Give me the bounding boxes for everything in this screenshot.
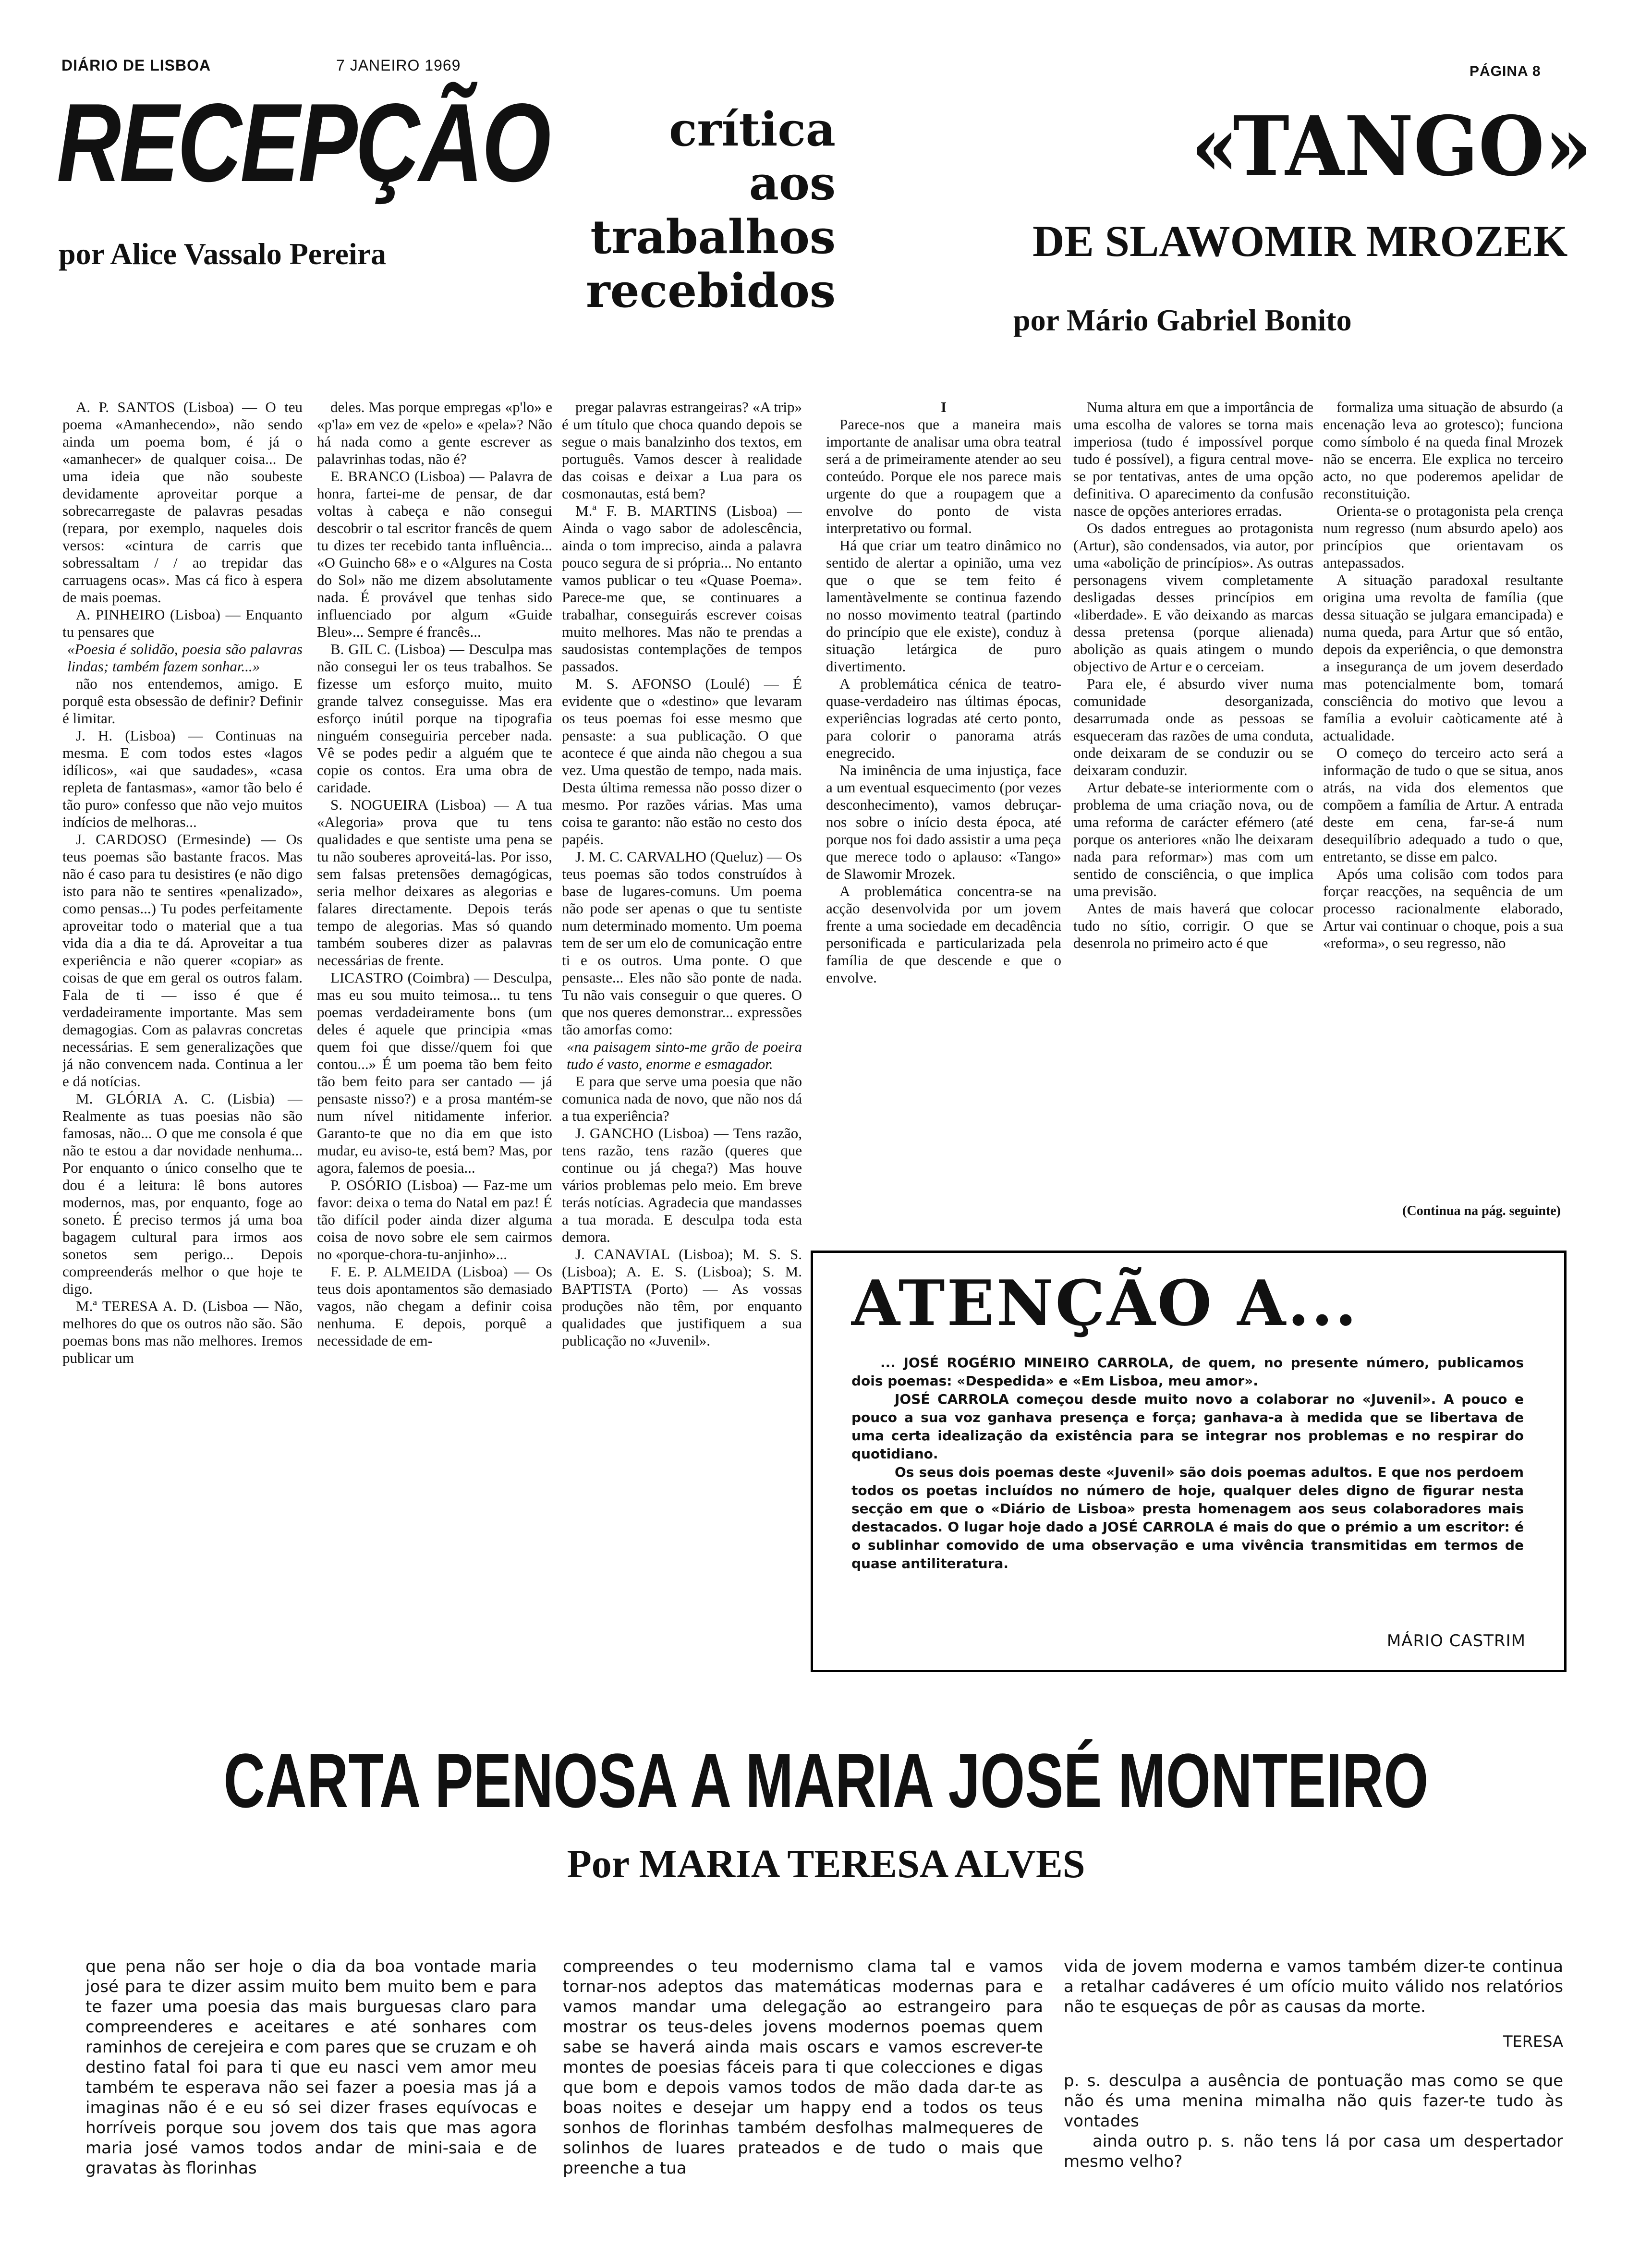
reception-entry: J. CANAVIAL (Lisboa); M. S. S. (Lisboa); A. E. S. (Lisboa); S. M. BAPTISTA (Porto) — As vossas produções não têm, por enquanto qualidades que justifiquem a sua publicação no «Juvenil». (562, 1246, 802, 1349)
atencao-paragraph: Os seus dois poemas deste «Juvenil» são dois poemas adultos. E que nos perdoem todos os poetas incluídos no número de hoje, qualquer deles digno de figurar nesta secção em que o «Diário de Lisboa» presta homenagem aos seus colaboradores mais destacados. O lugar hoje dado a JOSÉ CARROLA é mais do que o prémio a um escritor: é o sublinhar comovido de uma observação e uma vivência transmitidas em termos de quase antiliteratura. (851, 1464, 1524, 1571)
reception-title: RECEPÇÃO (57, 81, 550, 205)
reception-entry: J. M. C. CARVALHO (Queluz) — Os teus poemas são todos construídos à base de lugares-comuns. Um poema não pode ser apenas o que tu sentiste num determinado momento. Um poema tem de ser um elo de comunicação entre ti e os outros. Uma ponte. O que pensaste... Eles não são ponte de nada. Tu não vais conseguir o que queres. O que nos queres demonstrar... expressões tão amorfas como: (562, 848, 802, 1038)
carta-column-3 (1064, 1956, 1563, 2245)
tango-byline: por Mário Gabriel Bonito (1013, 303, 1352, 337)
tango-column-2 (1073, 399, 1313, 1263)
reception-entry: A. P. SANTOS (Lisboa) — O teu poema «Amanhecendo», não sendo ainda um poema bom, é já o «amanhecer» de qualquer coisa... De uma ideia que não soubeste devidamente aproveitar porque a sobrecarregaste de palavras pesadas (repara, por exemplo, naqueles dois versos: «cintura de carris que sobressaltam / / ao trepidar das carruagens ocas». Mas cá fico à espera de mais poemas. (62, 399, 303, 606)
continued-note: (Continua na pág. seguinte) (1402, 1203, 1561, 1218)
reception-entry: M. GLÓRIA A. C. (Lisbia) — Realmente as tuas poesias não são famosas, não... O que me consola é que não te estou a dar novidade nenhuma... Por enquanto o único conselho que te dou é a leitura: lê bons autores modernos, mas, por enquanto, foge ao soneto. É preciso termos já uma boa bagagem cultural para irmos aos sonetos sem perigo... Depois compreenderás melhor o que hoje te digo. (62, 1090, 303, 1297)
tango-section-number: I (940, 399, 947, 415)
reception-column-1 (62, 399, 303, 1666)
critica-line: aos (749, 156, 836, 210)
reception-column-2 (317, 399, 552, 1666)
reception-entry: pregar palavras estrangeiras? «A trip» é um título que choca quando depois se segue o mais banalzinho dos textos, em português. Vamos descer à realidade das coisas e deixar a Lua para os cosmonautas, está bem? (562, 399, 802, 502)
tango-paragraph: Artur debate-se interiormente com o problema de uma criação nova, ou de uma reforma de carácter efémero (até porque os anteriores «não lhe deixaram nada para reformar») mas com um sentido de consciência, o que implica uma previsão. (1073, 779, 1313, 899)
carta-text: vida de jovem moderna e vamos também dizer-te continua a retalhar cadáveres é um ofício muito válido nos relatórios não te esqueças de pôr as causas da morte. (1064, 1957, 1563, 2016)
tango-column-1 (826, 399, 1061, 1263)
issue-date: 7 JANEIRO 1969 (336, 57, 461, 74)
reception-entry: J. H. (Lisboa) — Continuas na mesma. E com todos estes «lagos idílicos», «ai que saudades», «casa repleta de fantasmas», «amor tão belo é tão puro» confesso que não vejo muitos indícios de melhoras... (62, 727, 303, 830)
tango-subtitle: DE SLAWOMIR MROZEK (1032, 217, 1568, 266)
page-number: PÁGINA 8 (1470, 63, 1541, 79)
tango-paragraph: Numa altura em que a importância de uma escolha de valores se torna mais imperiosa (tudo é impossível porque tudo é possível), a figura central move-se por tentativas, antes de uma opção definitiva. O aparecimento da confusão nasce de opções anteriores erradas. (1073, 399, 1313, 519)
tango-paragraph: A situação paradoxal resultante origina uma revolta de família (que dessa situação se julgara emancipada) e numa queda, para Artur que só então, depois da experiência, o que demonstra a insegurança de um jovem deserdado mas potencialmente bom, tomará consciência do motivo que levou a família a evoluir caòticamente até à actualidade. (1323, 571, 1563, 744)
reception-entry: J. CARDOSO (Ermesinde) — Os teus poemas são bastante fracos. Mas não é caso para tu desistires (e não digo isto para não te sentires «penalizado», como pensas...) Tu podes perfeitamente aproveitar todo o material que a tua vida dia a dia te dá. Aproveitar a tua experiência e não querer «copiar» as coisas de que em geral os outros falam. Fala de ti — isso é que é verdadeiramente importante. Mas sem demagogias. Com as palavras concretas necessárias. E sem generalizações que já não convencem nada. Continua a ler e dá notícias. (62, 831, 303, 1090)
tango-paragraph: Na iminência de uma injustiça, face a um eventual esquecimento (por vezes desconhecimento), vamos debruçar-nos sobre o início desta época, até porque nos foi dado assistir a uma peça que merece todo o aplauso: «Tango» de Slawomir Mrozek. (826, 762, 1061, 882)
reception-byline: por Alice Vassalo Pereira (59, 237, 387, 271)
tango-paragraph: O começo do terceiro acto será a informação de tudo o que se situa, anos atrás, na vida dos elementos que compõem a família de Artur. A entrada deste em cena, far-se-á num desequilíbrio adequado a tudo o que, entretanto, se disse em palco. (1323, 744, 1563, 865)
reception-entry: B. GIL C. (Lisboa) — Desculpa mas não consegui ler os teus trabalhos. Se fizesse um esforço muito, muito grande talvez conseguisse. Mas era esforço inútil porque na tipografia ninguém conseguiria perceber nada. Vê se podes pedir a alguém que te copie os contos. Era uma obra de caridade. (317, 641, 552, 796)
newspaper-name: DIÁRIO DE LISBOA (61, 57, 211, 74)
critica-line: trabalhos (590, 210, 836, 264)
reception-entry: deles. Mas porque empregas «p'lo» e «p'la» em vez de «pelo» e «pela»? Não há nada como a gente escrever as palavrinhas todas, não é? (317, 399, 552, 467)
tango-paragraph: A problemática cénica de teatro-quase-verdadeiro nas últimas épocas, experiências logradas até certo ponto, para colorir o panorama atrás enegrecido. (826, 675, 1061, 761)
tango-paragraph: Os dados entregues ao protagonista (Artur), são condensados, via autor, por uma «abolição de princípios». As outras personagens vivem completamente desligadas desses princípios em «liberdade». E vão deixando as marcas dessa pretensa (porque alienada) abolição as quais atingem o mundo objectivo de Artur e o cerceiam. (1073, 520, 1313, 675)
carta-postscript: ainda outro p. s. não tens lá por casa um despertador mesmo velho? (1064, 2132, 1563, 2171)
reception-column-3 (562, 399, 802, 1666)
reception-entry: LICASTRO (Coimbra) — Desculpa, mas eu sou muito teimosa... tu tens poemas verdadeiramente bons (um deles é aquele que principia «mas quem foi que disse//quem foi que contou...» É um poema tão bem feito tão bem feito para ser cantado — já pensaste nisso?) e a prosa mantém-se num nível nitidamente inferior. Garanto-te que no dia em que isto mudar, eu aviso-te, está bem? Mas, por agora, falemos de poesia... (317, 969, 552, 1176)
atencao-paragraph: ... JOSÉ ROGÉRIO MINEIRO CARROLA, de quem, no presente número, publicamos dois poemas: «Despedida» e «Em Lisboa, meu amor». (851, 1355, 1524, 1389)
atencao-box (811, 1251, 1567, 1672)
reception-entry: M.ª F. B. MARTINS (Lisboa) — Ainda o vago sabor de adolescência, ainda o tom impreciso, ainda a palavra pouco segura de si própria... No entanto vamos publicar o teu «Quase Poema». Parece-me que, se continuares a trabalhar, conseguirás escrever coisas muito melhores. Mas não te prendas a saudosistas contemplações de tempos passados. (562, 502, 802, 675)
carta-byline: Por MARIA TERESA ALVES (567, 1842, 1085, 1886)
atencao-signature: MÁRIO CASTRIM (1386, 1631, 1526, 1651)
reception-entry: A. PINHEIRO (Lisboa) — Enquanto tu pensares que (62, 606, 303, 640)
carta-text: compreendes o teu modernismo clama tal e vamos tornar-nos adeptos das matemáticas modernas para e vamos mandar uma delegação ao estrangeiro para mostrar os teus-deles jovens modernos poemas quem sabe se haverá ainda mais oscars e vamos escrever-te montes de poesias fáceis para ti que colecciones e digas que bom e depois vamos todos de mão dada dar-te as boas noites e desejar um happy end a todos os teus sonhos de florinhas também desfolhas malmequeres de solinhos de luares prateados e de tudo o mais que preenche a tua (563, 1957, 1043, 2178)
reception-entry: E. BRANCO (Lisboa) — Palavra de honra, fartei-me de pensar, de dar voltas à cabeça e não consegui descobrir o tal escritor francês de quem tu dizes ter recebido tanta influência... «O Guincho 68» e o «Algures na Costa do Sol» não me dizem absolutamente nada. É provável que tenhas sido influenciado por algum «Guide Bleu»... Sempre é francês... (317, 468, 552, 640)
tango-column-3 (1323, 399, 1563, 1225)
tango-paragraph: Parece-nos que a maneira mais importante de analisar uma obra teatral será a de primeiramente atender ao seu conteúdo. Porque ele nos parece mais urgente do que a roupagem que a envolve do ponto de vista interpretativo ou formal. (826, 416, 1061, 536)
tango-title: «TANGO» (1191, 98, 1592, 194)
reception-entry: S. NOGUEIRA (Lisboa) — A tua «Alegoria» prova que tu tens qualidades e que sentiste uma pena se tu não souberes aproveitá-las. Por isso, sem falsas pretensões demagógicas, seria melhor deixares as alegorias e falares directamente. Depois terás tempo de alegorias. Mas só quando também souberes dizer as palavras necessárias de frente. (317, 796, 552, 969)
carta-text: que pena não ser hoje o dia da boa vontade maria josé para te dizer assim muito bem muito bem e para te fazer uma poesia das mais burguesas claro para compreenderes e aceitares e até sonhares com raminhos de cerejeira e com pares que se cruzam e oh destino fatal foi para ti que eu nasci vem amor meu também te esperava não sei fazer a poesia mas já a imaginas não é e eu só sei dizer frases equívocas e horríveis porque sou jovem dos tais que mas agora maria josé vamos todos andar de mini-saia e de gravatas às florinhas (85, 1957, 537, 2178)
critica-line: recebidos (586, 264, 836, 318)
carta-column-1 (85, 1956, 537, 2225)
carta-signature: TERESA (1503, 2032, 1563, 2051)
tango-paragraph: formaliza uma situação de absurdo (a encenação leva ao grotesco); funciona como símbolo é na queda final Mrozek não se encerra. Ele explica no terceiro acto, no que poderemos apelidar de reconstituição. (1323, 399, 1563, 502)
atencao-title: ATENÇÃO A... (851, 1266, 1359, 1340)
carta-postscript: p. s. desculpa a ausência de pontuação mas como se que não és uma menina mimalha não quis fazer-te tudo às vontades (1064, 2071, 1563, 2131)
tango-paragraph: Após uma colisão com todos para forçar reacções, na sequência de um processo racionalmente elaborado, Artur vai continuar o choque, pois a sua «reforma», o seu regresso, não (1323, 865, 1563, 951)
tango-paragraph: Para ele, é absurdo viver numa comunidade desorganizada, desarrumada onde as pessoas se esqueceram das razões de uma conduta, onde deixaram de se conduzir ou se deixaram conduzir. (1073, 675, 1313, 778)
reception-entry: J. GANCHO (Lisboa) — Tens razão, tens razão, tens razão (queres que continue ou já chega?) Mas houve vários problemas pelo meio. Em breve terás notícias. Agradecia que mandasses a tua morada. E desculpa toda esta demora. (562, 1125, 802, 1245)
critica-line: crítica (669, 102, 836, 157)
reception-entry: E para que serve uma poesia que não comunica nada de novo, que não nos dá a tua experiência? (562, 1073, 802, 1124)
tango-paragraph: Orienta-se o protagonista pela crença num regresso (num absurdo apelo) aos princípios que orientavam os antepassados. (1323, 502, 1563, 571)
reception-entry: não nos entendemos, amigo. E porquê esta obsessão de definir? Definir é limitar. (62, 675, 303, 727)
reception-entry: P. OSÓRIO (Lisboa) — Faz-me um favor: deixa o tema do Natal em paz! É tão difícil poder ainda dizer alguma coisa de novo sobre ele sem cairmos no «porque-chora-tu-anjinho»... (317, 1177, 552, 1263)
reception-quote: «Poesia é solidão, poesia são palavras lindas; também fazem sonhar...» (67, 641, 303, 675)
carta-column-2 (563, 1956, 1043, 2225)
tango-paragraph: Há que criar um teatro dinâmico no sentido de alertar a opinião, uma vez que o que se tem feito é lamentàvelmente se continua fazendo no nosso movimento teatral (partindo do princípio que ele existe), conduz à situação letárgica de puro divertimento. (826, 537, 1061, 675)
reception-entry: M.ª TERESA A. D. (Lisboa — Não, melhores do que os outros não são. São poemas bons mas não melhores. Iremos publicar um (62, 1298, 303, 1366)
tango-paragraph: A problemática concentra-se na acção desenvolvida por um jovem frente a uma sociedade em decadência personificada e particularizada pela família de que descende e que o envolve. (826, 883, 1061, 986)
critica-heading (567, 103, 836, 318)
tango-paragraph: Antes de mais haverá que colocar tudo no sítio, corrigir. O que se desenrola no primeiro acto é que (1073, 900, 1313, 951)
carta-title: CARTA PENOSA A MARIA JOSÉ MONTEIRO (223, 1737, 1429, 1823)
reception-entry: F. E. P. ALMEIDA (Lisboa) — Os teus dois apontamentos são demasiado vagos, não chegam a definir coisa nenhuma. E depois, porquê a necessidade de em- (317, 1263, 552, 1349)
reception-quote: «na paisagem sinto-me grão de poeira tudo é vasto, enorme e esmagador. (567, 1038, 802, 1072)
reception-entry: M. S. AFONSO (Loulé) — É evidente que o «destino» que levaram os teus poemas foi esse mesmo que pensaste: a sua publicação. O que acontece é que ainda não chegou a sua vez. Uma questão de tempo, nada mais. Desta última remessa não posso dizer o mesmo. Por razões várias. Mas uma coisa te garanto: não estão no cesto dos papéis. (562, 675, 802, 848)
atencao-body (851, 1354, 1524, 1623)
atencao-paragraph: JOSÉ CARROLA começou desde muito novo a colaborar no «Juvenil». A pouco e pouco a sua voz ganhava presença e força; ganhava-a à medida que se libertava de uma certa idealização da existência para se integrar nos problemas e no respirar do quotidiano. (851, 1391, 1524, 1462)
